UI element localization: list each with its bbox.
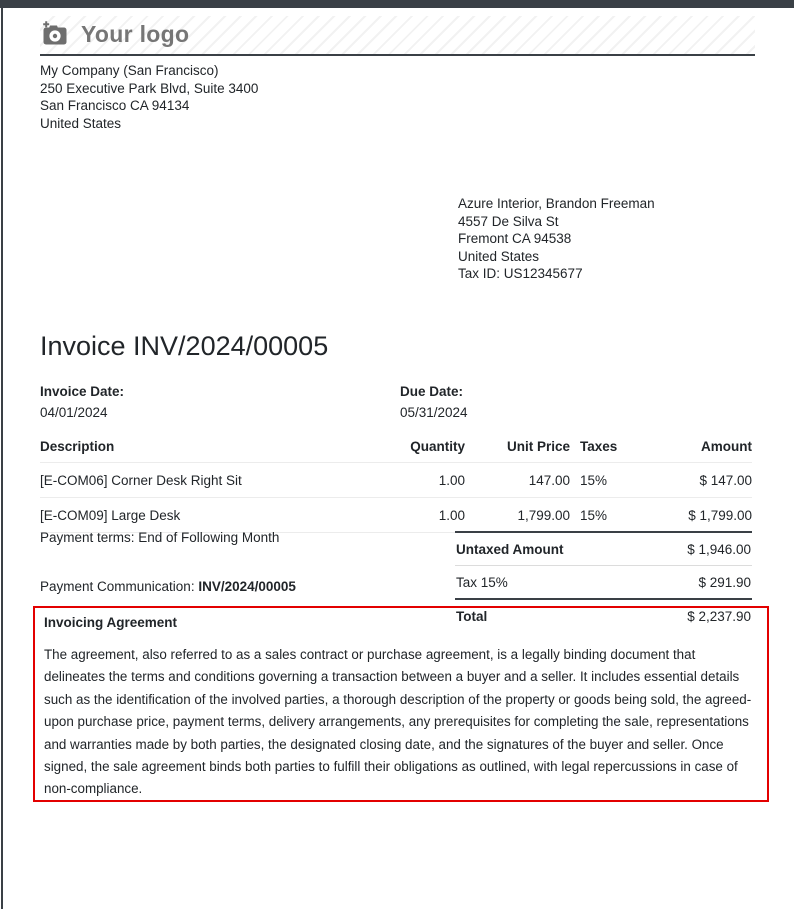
logo-text: Your logo (81, 20, 190, 47)
payment-communication-value: INV/2024/00005 (198, 579, 296, 594)
company-country: United States (40, 115, 122, 131)
invoicing-agreement-title: Invoicing Agreement (44, 615, 178, 630)
header-taxes: Taxes (580, 439, 618, 454)
company-city: San Francisco CA 94134 (40, 98, 190, 114)
row-quantity: 1.00 (438, 473, 465, 488)
customer-address-block (458, 195, 655, 283)
camera-plus-icon (40, 20, 70, 48)
customer-street: 4557 De Silva St (458, 213, 559, 229)
customer-city: Fremont CA 94538 (458, 231, 572, 247)
row-amount: $ 147.00 (699, 473, 752, 488)
untaxed-amount-row (455, 533, 752, 565)
tax-row (455, 565, 752, 598)
company-address-block (40, 62, 258, 132)
customer-country: United States (458, 248, 540, 264)
header-description: Description (40, 439, 115, 454)
untaxed-amount-value: $ 1,946.00 (687, 542, 751, 557)
row-unit-price: 1,799.00 (517, 508, 570, 523)
table-header-row (40, 437, 752, 463)
due-date-label: Due Date: (400, 384, 464, 399)
row-description: [E-COM09] Large Desk (40, 508, 181, 523)
row-taxes: 15% (580, 473, 608, 488)
row-unit-price: 147.00 (528, 473, 570, 488)
invoice-date-label: Invoice Date: (40, 384, 125, 399)
page-left-edge-line (1, 8, 3, 909)
invoicing-agreement-body: The agreement, also referred to as a sales contract or purchase agreement, is a legally binding document that delineates the terms and conditions governing a transaction between a buyer and a seller. It includes essential details such as the identification of the involved parties, a thorough description of the property or goods being sold, the agreed-upon purchase price, payment terms, delivery arrangements, any prerequisites for completing the sale, representations and warranties made by both parties, the designated closing date, and the signatures of the buyer and seller. Once signed, the sale agreement binds both parties to fulfill their obligations as outlined, with legal repercussions in case of non-compliance. (44, 647, 752, 797)
total-value: $ 2,237.90 (687, 609, 751, 624)
header-unit-price: Unit Price (506, 439, 570, 454)
tax-value: $ 291.90 (698, 575, 751, 590)
invoicing-agreement-box (33, 606, 769, 802)
company-name: My Company (San Francisco) (40, 63, 219, 78)
invoice-date-field (40, 384, 124, 420)
payment-communication-label: Payment Communication: (40, 579, 199, 594)
due-date-field (400, 384, 468, 420)
header-quantity: Quantity (410, 439, 465, 454)
invoice-date-value: 04/01/2024 (40, 405, 108, 420)
header-amount: Amount (701, 439, 752, 454)
customer-tax-id: Tax ID: US12345677 (458, 266, 583, 282)
line-items-table (40, 437, 752, 533)
company-street: 250 Executive Park Blvd, Suite 3400 (40, 80, 259, 96)
table-row (40, 463, 752, 498)
row-description: [E-COM06] Corner Desk Right Sit (40, 473, 242, 488)
row-taxes: 15% (580, 508, 608, 523)
row-amount: $ 1,799.00 (688, 508, 752, 523)
customer-name: Azure Interior, Brandon Freeman (458, 196, 655, 211)
row-quantity: 1.00 (438, 508, 465, 523)
total-label: Total (456, 609, 488, 624)
untaxed-amount-label: Untaxed Amount (456, 542, 564, 557)
payment-terms: Payment terms: End of Following Month (40, 530, 280, 545)
logo-placeholder (40, 16, 755, 56)
due-date-value: 05/31/2024 (400, 405, 468, 420)
tax-label: Tax 15% (456, 575, 508, 590)
payment-communication (40, 579, 455, 594)
invoice-title: Invoice INV/2024/00005 (40, 331, 329, 361)
page-top-edge-bar (0, 0, 794, 8)
